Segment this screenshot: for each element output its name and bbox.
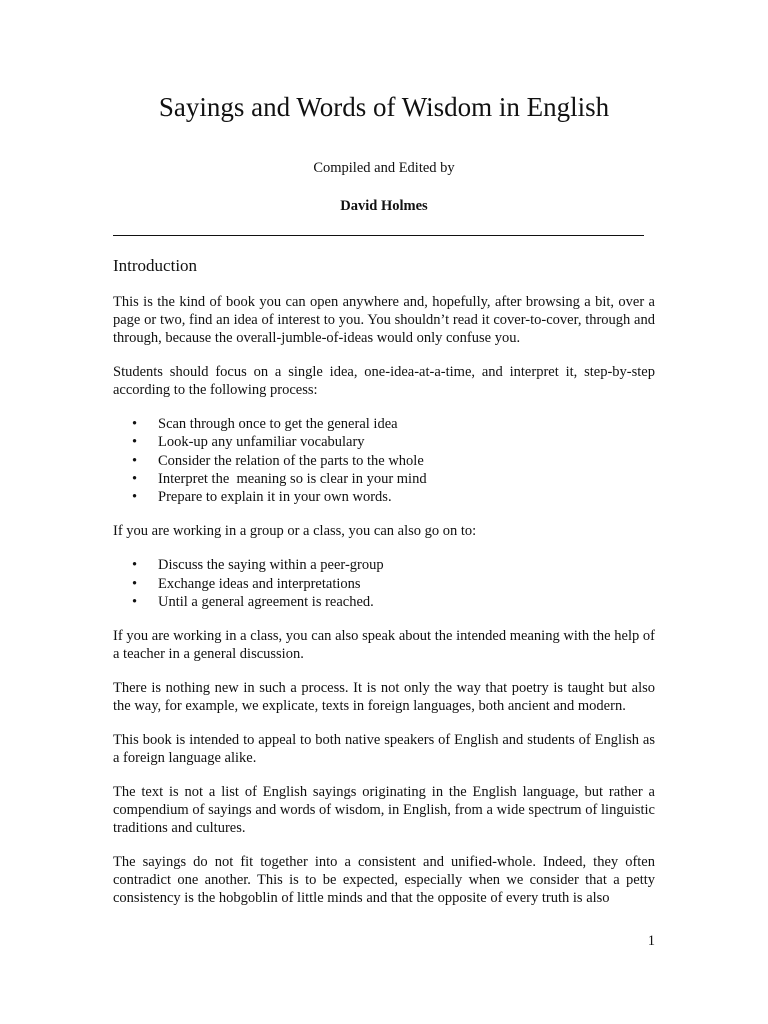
list-item <box>113 556 655 574</box>
paragraph: This is the kind of book you can open anywhere and, hopefully, after browsing a bit, over a page or two, find an idea of interest to you. You shouldn’t read it cover-to-cover, through and through, because the overall-jumble-of-ideas would only confuse you. <box>113 294 655 346</box>
process-steps-list <box>113 415 655 506</box>
paragraph: If you are working in a class, you can also speak about the intended meaning with the help of a teacher in a general discussion. <box>113 628 655 663</box>
author-name: David Holmes <box>340 198 428 214</box>
list-item <box>113 452 655 470</box>
bullet-icon: • <box>132 470 138 487</box>
bullet-icon: • <box>132 575 138 592</box>
paragraph: This book is intended to appeal to both native speakers of English and students of English as a foreign language alike. <box>113 732 655 767</box>
paragraph: Students should focus on a single idea, one-idea-at-a-time, and interpret it, step-by-step according to the following process: <box>113 364 655 398</box>
bullet-icon: • <box>132 594 138 611</box>
paragraph: There is nothing new in such a process. It is not only the way that poetry is taught but also the way, for example, we explicate, texts in foreign languages, both ancient and modern. <box>113 680 655 715</box>
page-number: 1 <box>647 933 655 949</box>
paragraph: The sayings do not fit together into a consistent and unified-whole. Indeed, they often contradict one another. This is to be expected, especially when we consider that a petty consistency is the hobgoblin of little minds and that the opposite of every truth is also <box>113 854 655 907</box>
body-content <box>113 255 655 923</box>
bullet-icon: • <box>132 489 138 506</box>
bullet-icon: • <box>132 452 138 469</box>
bullet-icon: • <box>132 557 138 574</box>
bullet-icon: • <box>132 416 138 432</box>
list-item <box>113 415 655 433</box>
list-item-text: Scan through once to get the general idea <box>158 416 398 432</box>
list-item <box>113 433 655 451</box>
byline: Compiled and Edited by <box>313 160 455 176</box>
list-item-text: Interpret the meaning so is clear in your mind <box>158 470 427 487</box>
list-item-text: Prepare to explain it in your own words. <box>158 489 392 506</box>
list-item <box>113 470 655 488</box>
group-steps-list <box>113 556 655 611</box>
list-item-text: Exchange ideas and interpretations <box>158 575 361 592</box>
paragraph: If you are working in a group or a class, you can also go on to: <box>113 523 477 540</box>
section-heading: Introduction <box>113 256 198 275</box>
paragraph: The text is not a list of English sayings originating in the English language, but rather a compendium of sayings and words of wisdom, in English, from a wide spectrum of linguistic traditions and cultures. <box>113 784 655 837</box>
list-item-text: Until a general agreement is reached. <box>158 594 374 611</box>
document-title: Sayings and Words of Wisdom in English <box>158 92 610 122</box>
bullet-icon: • <box>132 434 138 451</box>
list-item <box>113 575 655 593</box>
list-item-text: Discuss the saying within a peer-group <box>158 557 384 574</box>
list-item-text: Consider the relation of the parts to the whole <box>158 452 424 469</box>
list-item <box>113 593 655 611</box>
list-item <box>113 488 655 506</box>
horizontal-rule <box>113 235 644 236</box>
list-item-text: Look-up any unfamiliar vocabulary <box>158 434 365 451</box>
